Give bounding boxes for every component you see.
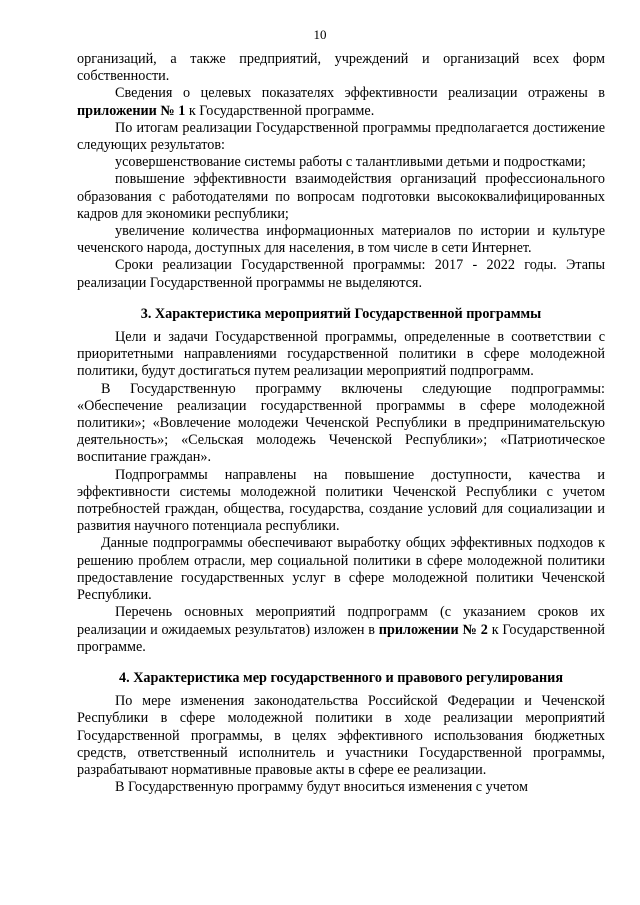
text-span: Сведения о целевых показателях эффективности реализации отражены в: [115, 85, 605, 102]
paragraph: увеличение количества информационных материалов по истории и культуре чеченского народа, доступных для населения, в том числе в сети Интернет.: [77, 223, 605, 257]
document-body: [77, 51, 605, 796]
section-heading: 4. Характеристика мер государственного и правового регулирования: [119, 669, 563, 686]
text-span: к Государственной программе.: [77, 621, 605, 655]
paragraph: В Государственную программу будут вноситься изменения с учетом: [115, 779, 528, 796]
paragraph: Цели и задачи Государственной программы, определенные в соответствии с приоритетными направлениями государственной политики в сфере молодежной политики, будут достигаться путем реализации мероприятий подпрограмм.: [77, 329, 605, 380]
page-number: 10: [313, 27, 327, 42]
paragraph: повышение эффективности взаимодействия организаций профессионального образования с работодателями по вопросам подготовки высококвалифицированных кадров для экономики республики;: [77, 171, 605, 222]
paragraph: [77, 85, 605, 119]
paragraph: Подпрограммы направлены на повышение доступности, качества и эффективности системы молодежной политики Чеченской Республики с учетом потребностей граждан, общества, государства, создание условий для социализации и развития научного потенциала республики.: [77, 466, 605, 535]
paragraph: [77, 604, 605, 656]
spacer: [77, 656, 605, 670]
paragraph: По итогам реализации Государственной программы предполагается достижение следующих результатов:: [77, 119, 605, 154]
paragraph: По мере изменения законодательства Российской Федерации и Чеченской Республики в сфере молодежной политики в ходе реализации мероприятий Государственной программы, в целях эффективного использования бюджетных средств, ответственный исполнитель и участники Государственной программы, разрабатывают нормативные правовые акты в сфере ее реализации.: [77, 693, 605, 778]
bold-reference: приложении № 2: [378, 621, 488, 638]
paragraph: Сроки реализации Государственной программы: 2017 - 2022 годы. Этапы реализации Государственной программы не выделяются.: [77, 257, 605, 291]
paragraph: организаций, а также предприятий, учреждений и организаций всех форм собственности.: [77, 51, 605, 85]
paragraph: усовершенствование системы работы с талантливыми детьми и подростками;: [115, 154, 586, 171]
paragraph: Данные подпрограммы обеспечивают выработку общих эффективных подходов к решению проблем отрасли, мер социальной политики в сфере молодежной политики предоставление государственных услуг в сфере молодежной политики Чеченской Республики.: [77, 535, 605, 604]
spacer: [77, 292, 605, 306]
text-span: к Государственной программе.: [185, 102, 375, 119]
paragraph: В Государственную программу включены следующие подпрограммы: «Обеспечение реализации государственной программы в сфере молодежной политики»; «Вовлечение молодежи Чеченской Республики в предпринимательскую деятельность»; «Сельская молодежь Чеченской Республики»; «Патриотическое воспитание граждан».: [77, 380, 605, 466]
section-heading: 3. Характеристика мероприятий Государственной программы: [140, 305, 542, 322]
text-span: Перечень основных мероприятий подпрограмм (с указанием сроков их реализации и ожидаемых результатов) изложен в: [77, 604, 605, 638]
bold-reference: приложении № 1: [77, 102, 186, 119]
